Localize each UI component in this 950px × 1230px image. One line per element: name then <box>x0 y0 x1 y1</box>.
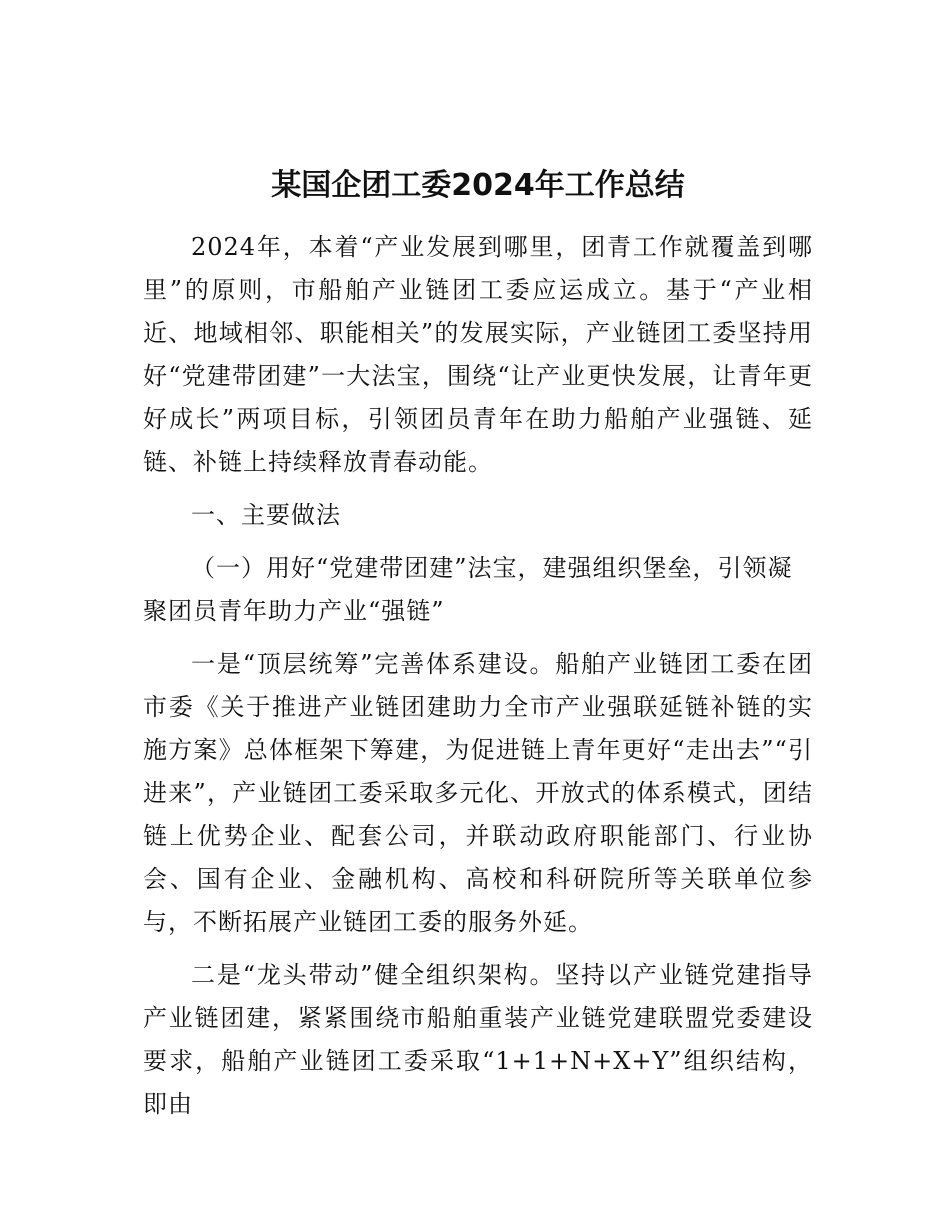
subsection-heading-1: （一）用好“党建带团建”法宝，建强组织堡垒，引领凝聚团员青年助力产业“强链” <box>143 554 793 625</box>
paragraph-top-level-planning: 一是“顶层统筹”完善体系建设。船舶产业链团工委在团市委《关于推进产业链团建助力全市产业强联延链补链的实施方案》总体框架下筹建，为促进链上青年更好“走出去”“引进来”，产业链团工委采取多元化、开放式的体系模式，团结链上优势企业、配套公司，并联动政府职能部门、行业协会、国有企业、金融机构、高校和科研院所等关联单位参与，不断拓展产业链团工委的服务外延。 <box>143 650 813 936</box>
document-title: 某国企团工委2024年工作总结 <box>271 168 685 203</box>
intro-paragraph: 2024年，本着“产业发展到哪里，团青工作就覆盖到哪里”的原则，市船舶产业链团工委应运成立。基于“产业相近、地域相邻、职能相关”的发展实际，产业链团工委坚持用好“党建带团建”一大法宝，围绕“让产业更快发展，让青年更好成长”两项目标，引领团员青年在助力船舶产业强链、延链、补链上持续释放青春动能。 <box>143 233 813 476</box>
section-heading-main-practices: 一、主要做法 <box>191 501 341 529</box>
paragraph-leading-role: 二是“龙头带动”健全组织架构。坚持以产业链党建指导产业链团建，紧紧围绕市船舶重装产业链党建联盟党委建设要求，船舶产业链团工委采取“1+1+N+X+Y”组织结构，即由 <box>143 961 813 1118</box>
document-page <box>143 160 813 1136</box>
